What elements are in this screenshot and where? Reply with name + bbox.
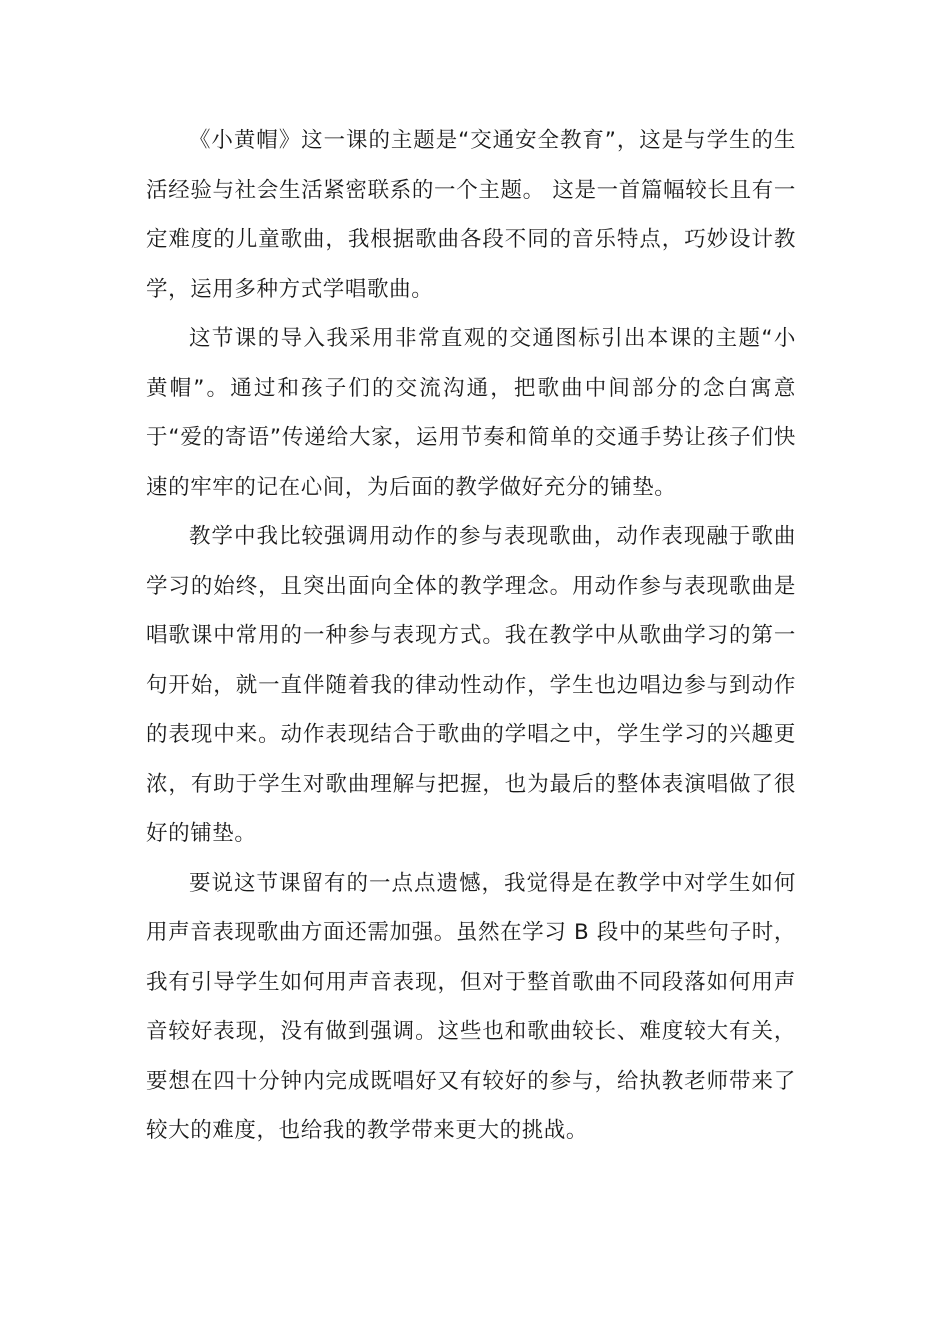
paragraph-lesson-introduction: 这节课的导入我采用非常直观的交通图标引出本课的主题“小黄帽”。通过和孩子们的交流沟通，把歌曲中间部分的念白寓意于“爱的寄语”传递给大家，运用节奏和简单的交通手势让孩子们快速的牢牢的记在心间，为后面的教学做好充分的铺垫。 <box>146 326 796 500</box>
paragraph-intro: 《小黄帽》这一课的主题是“交通安全教育”，这是与学生的生活经验与社会生活紧密联系的一个主题。 这是一首篇幅较长且有一定难度的儿童歌曲，我根据歌曲各段不同的音乐特点，巧妙设计教学，运用多种方式学唱歌曲。 <box>146 128 796 302</box>
paragraph-reflection: 要说这节课留有的一点点遗憾，我觉得是在教学中对学生如何用声音表现歌曲方面还需加强。虽然在学习 B 段中的某些句子时，我有引导学生如何用声音表现，但对于整首歌曲不同段落如何用声音较好表现，没有做到强调。这些也和歌曲较长、难度较大有关，要想在四十分钟内完成既唱好又有较好的参与，给执教老师带来了较大的难度，也给我的教学带来更大的挑战。 <box>146 870 796 1143</box>
paragraph-movement-teaching: 教学中我比较强调用动作的参与表现歌曲，动作表现融于歌曲学习的始终，且突出面向全体的教学理念。用动作参与表现歌曲是唱歌课中常用的一种参与表现方式。我在教学中从歌曲学习的第一句开始，就一直伴随着我的律动性动作，学生也边唱边参与到动作的表现中来。动作表现结合于歌曲的学唱之中，学生学习的兴趣更浓，有助于学生对歌曲理解与把握，也为最后的整体表演唱做了很好的铺垫。 <box>146 524 796 846</box>
document-body <box>146 116 796 1156</box>
